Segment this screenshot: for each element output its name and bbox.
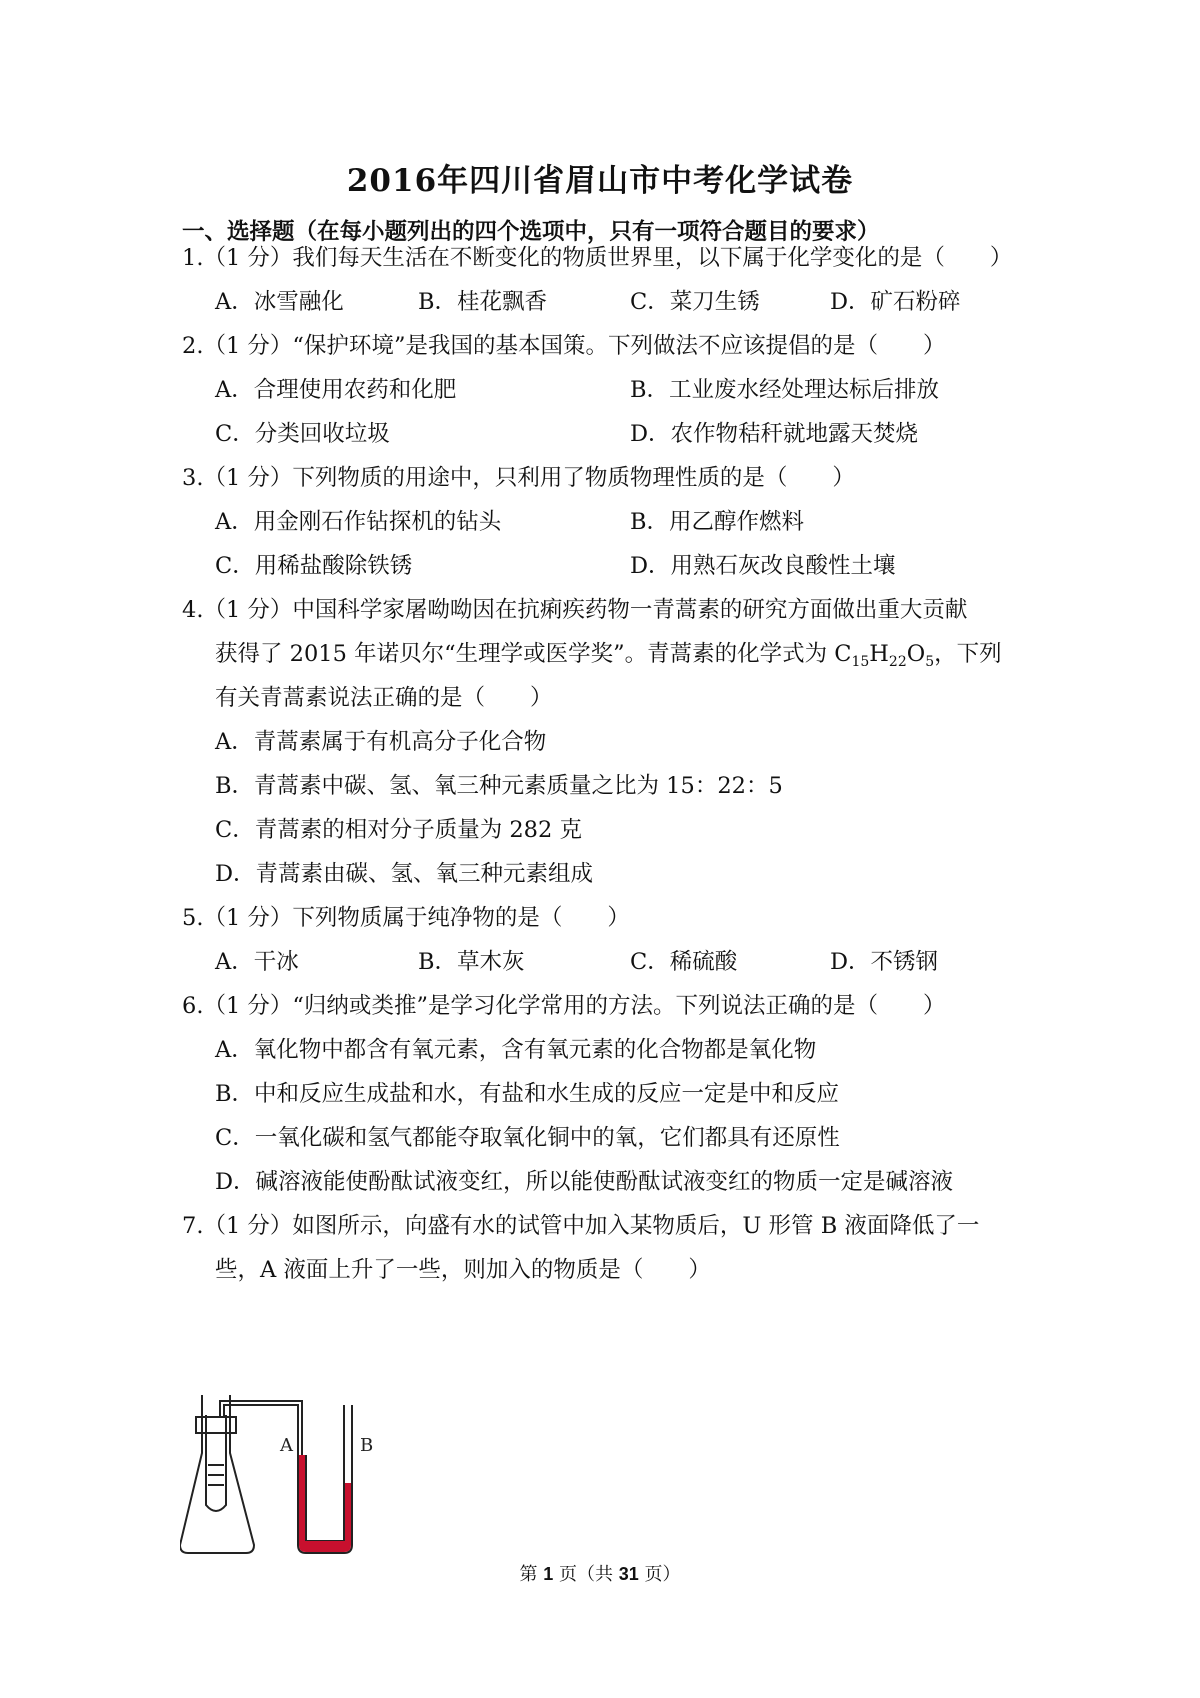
question-5-option-b: B．草木灰	[418, 949, 525, 975]
question-4-stem-tail: ，下列	[934, 641, 1002, 667]
question-3-option-c: C．用稀盐酸除铁锈	[215, 553, 413, 579]
question-1-option-c: C．菜刀生锈	[630, 289, 760, 315]
question-1-option-a: A．冰雪融化	[215, 289, 344, 315]
question-2-stem: 2.（1 分）“保护环境”是我国的基本国策。下列做法不应该提倡的是（ ）	[182, 333, 946, 359]
section-heading: 一、选择题（在每小题列出的四个选项中，只有一项符合题目的要求）	[182, 219, 880, 245]
question-5-option-d: D．不锈钢	[830, 949, 939, 975]
question-3-option-b: B．用乙醇作燃料	[630, 509, 805, 535]
page-title: 2016年四川省眉山市中考化学试卷	[346, 163, 854, 199]
footer-prefix: 第	[519, 1564, 544, 1585]
question-2-option-a: A．合理使用农药和化肥	[215, 377, 457, 403]
footer-suffix: 页）	[638, 1564, 681, 1585]
question-1-stem: 1.（1 分）我们每天生活在不断变化的物质世界里，以下属于化学变化的是（ ）	[182, 245, 1013, 271]
question-5-option-a: A．干冰	[215, 949, 299, 975]
footer-page-number: 1	[543, 1564, 554, 1584]
question-6-option-b: B．中和反应生成盐和水，有盐和水生成的反应一定是中和反应	[215, 1081, 840, 1107]
question-4-stem-line-3: 有关青蒿素说法正确的是（ ）	[215, 685, 553, 711]
question-4-option-c: C．青蒿素的相对分子质量为 282 克	[215, 817, 582, 843]
question-7-stem-line-2: 些，A 液面上升了一些，则加入的物质是（ ）	[215, 1257, 711, 1283]
hydrogen-subscript: 22	[888, 654, 907, 670]
test-tube	[206, 1415, 226, 1511]
question-6-stem: 6.（1 分）“归纳或类推”是学习化学常用的方法。下列说法正确的是（ ）	[182, 993, 946, 1019]
carbon-subscript: 15	[851, 654, 870, 670]
question-2-option-d: D．农作物秸秆就地露天焚烧	[630, 421, 919, 447]
question-4-stem-line-1: 4.（1 分）中国科学家屠呦呦因在抗痢疾药物一青蒿素的研究方面做出重大贡献	[182, 597, 968, 623]
oxygen-symbol: O	[906, 641, 926, 667]
question-6-option-a: A．氧化物中都含有氧元素，含有氧元素的化合物都是氧化物	[215, 1037, 817, 1063]
question-4-option-a: A．青蒿素属于有机高分子化合物	[215, 729, 547, 755]
footer-middle: 页（共	[553, 1564, 619, 1585]
label-a: A	[280, 1435, 293, 1456]
question-2-option-c: C．分类回收垃圾	[215, 421, 390, 447]
question-6-option-d: D．碱溶液能使酚酞试液变红，所以能使酚酞试液变红的物质一定是碱溶液	[215, 1169, 954, 1195]
hydrogen-symbol: H	[869, 641, 889, 667]
question-6-option-c: C．一氧化碳和氢气都能夺取氧化铜中的氧，它们都具有还原性	[215, 1125, 840, 1151]
oxygen-subscript: 5	[925, 654, 935, 670]
question-2-option-b: B．工业废水经处理达标后排放	[630, 377, 940, 403]
apparatus-figure	[180, 1395, 425, 1555]
question-3-option-a: A．用金刚石作钻探机的钻头	[215, 509, 502, 535]
footer-total-pages: 31	[618, 1564, 639, 1584]
question-3-stem: 3.（1 分）下列物质的用途中，只利用了物质物理性质的是（ ）	[182, 465, 855, 491]
question-1-option-b: B．桂花飘香	[418, 289, 548, 315]
question-7-stem-line-1: 7.（1 分）如图所示，向盛有水的试管中加入某物质后，U 形管 B 液面降低了一	[182, 1213, 980, 1239]
question-4-stem-text: 获得了 2015 年诺贝尔“生理学或医学奖”。青蒿素的化学式为 C	[215, 641, 852, 667]
question-5-option-c: C．稀硫酸	[630, 949, 738, 975]
question-5-stem: 5.（1 分）下列物质属于纯净物的是（ ）	[182, 905, 630, 931]
question-4-option-b: B．青蒿素中碳、氢、氧三种元素质量之比为 15：22：5	[215, 773, 783, 799]
label-b: B	[360, 1435, 374, 1456]
question-1-option-d: D．矿石粉碎	[830, 289, 961, 315]
question-3-option-d: D．用熟石灰改良酸性土壤	[630, 553, 896, 579]
question-4-option-d: D．青蒿素由碳、氢、氧三种元素组成	[215, 861, 594, 887]
page-footer	[0, 1560, 1200, 1586]
question-4-stem-line-2	[215, 639, 1002, 669]
